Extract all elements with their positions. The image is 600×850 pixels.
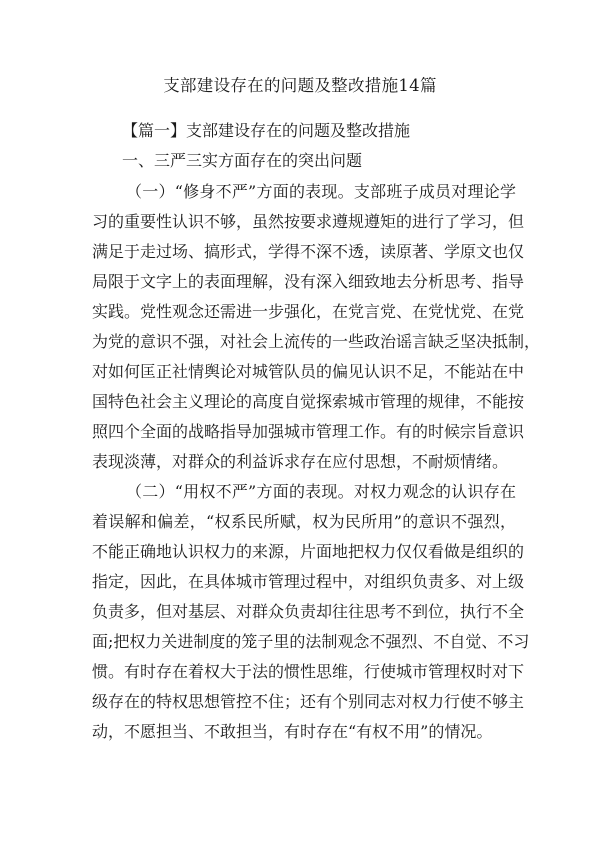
- paragraph-line: 习的重要性认识不够，虽然按要求遵规遵矩的进行了学习，但: [92, 212, 525, 231]
- paragraph-line: 面;把权力关进制度的笼子里的法制观念不强烈、不自觉、不习: [92, 632, 530, 651]
- paragraph-line: 局限于文字上的表面理解，没有深入细致地去分析思考、指导: [92, 272, 525, 291]
- paragraph-line: 级存在的特权思想管控不住；还有个别同志对权力行使不够主: [92, 692, 525, 711]
- document-title: 支部建设存在的问题及整改措施14篇: [163, 76, 437, 95]
- paragraph-line: 负责多，但对基层、对群众负责却往往思考不到位，执行不全: [92, 602, 525, 621]
- paragraph-line: 为党的意识不强，对社会上流传的一些政治谣言缺乏坚决抵制，: [92, 332, 541, 351]
- paragraph-line: 满足于走过场、搞形式，学得不深不透，读原著、学原文也仅: [92, 242, 525, 261]
- paragraph-line: （二）“用权不严”方面的表现。对权力观念的认识存在: [126, 482, 516, 501]
- section-heading: 一、三严三实方面存在的突出问题: [122, 151, 363, 170]
- paragraph-line: 着误解和偏差，“权系民所赋，权为民所用”的意识不强烈，: [92, 512, 516, 531]
- paragraph-line: （一）“修身不严”方面的表现。支部班子成员对理论学: [126, 182, 516, 201]
- paragraph-line: 照四个全面的战略指导加强城市管理工作。有的时候宗旨意识: [92, 422, 525, 441]
- paragraph-line: 表现淡薄，对群众的利益诉求存在应付思想，不耐烦情绪。: [92, 452, 509, 471]
- article-heading: 【篇一】支部建设存在的问题及整改措施: [122, 121, 411, 140]
- paragraph-line: 国特色社会主义理论的高度自觉探索城市管理的规律，不能按: [92, 392, 525, 411]
- paragraph-line: 不能正确地认识权力的来源，片面地把权力仅仅看做是组织的: [92, 542, 525, 561]
- paragraph-line: 对如何匡正社情舆论对城管队员的偏见认识不足，不能站在中: [92, 362, 525, 381]
- paragraph-line: 惯。有时存在着权大于法的惯性思维，行使城市管理权时对下: [92, 662, 525, 681]
- paragraph-line: 动，不愿担当、不敢担当，有时存在“有权不用”的情况。: [92, 722, 493, 741]
- paragraph-line: 实践。党性观念还需进一步强化，在党言党、在党忧党、在党: [92, 302, 525, 321]
- paragraph-line: 指定，因此，在具体城市管理过程中，对组织负责多、对上级: [92, 572, 525, 591]
